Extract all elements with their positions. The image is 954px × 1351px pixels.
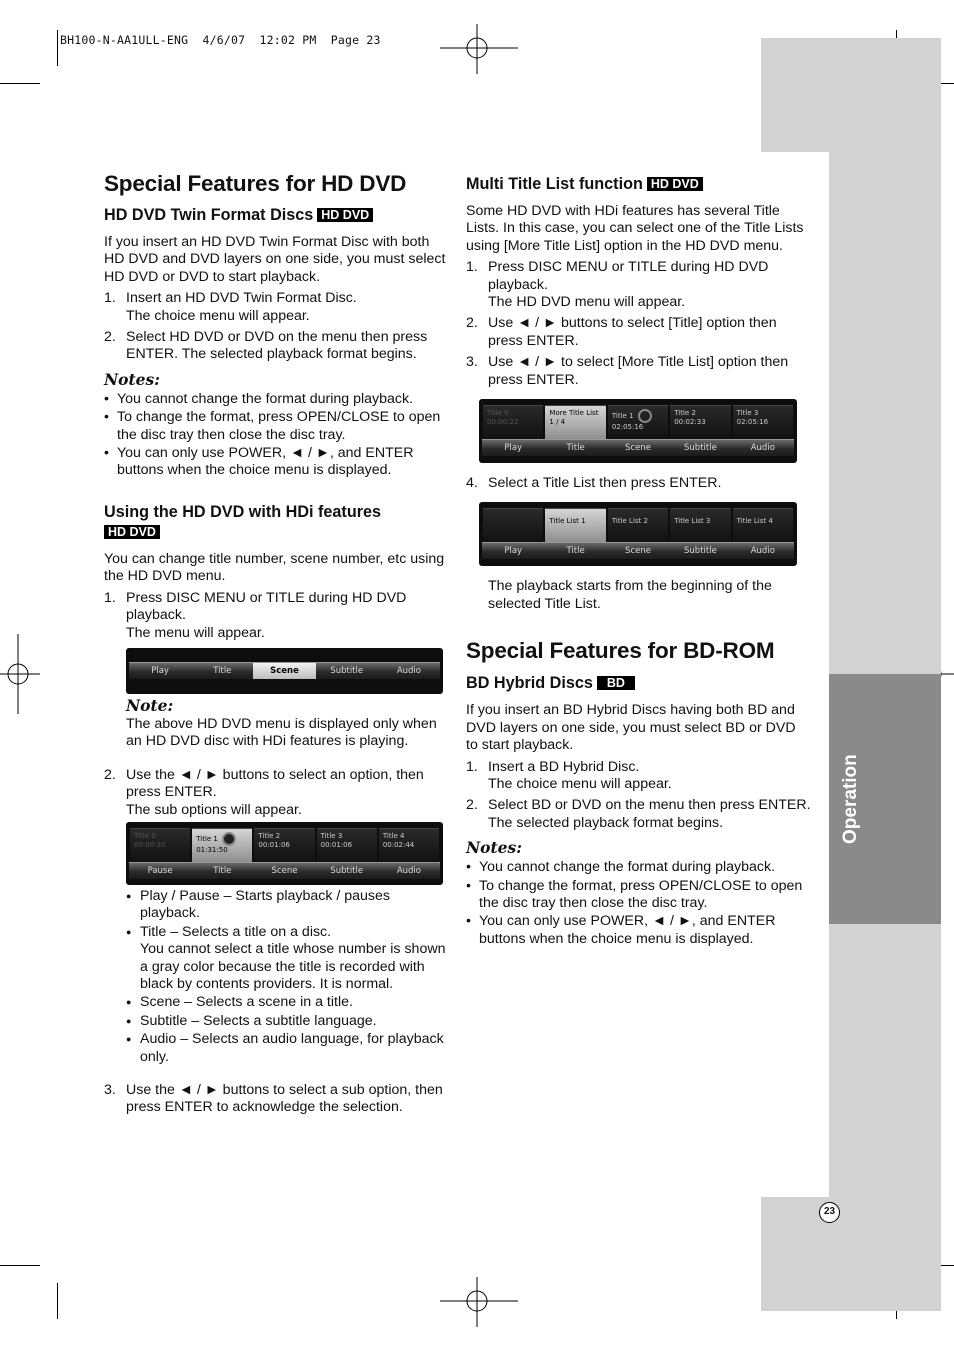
page-number: 23 [819, 1202, 840, 1223]
note-item: • You can only use POWER, ◄ / ►, and ENTER buttons when the choice menu is displayed. [104, 445, 449, 480]
step-item: 3. Use the ◄ / ► buttons to select a sub option, then press ENTER to acknowledge the selection. [104, 1082, 443, 1116]
step-list [104, 767, 449, 819]
menu-item-scene: Scene [271, 865, 298, 876]
step-list [104, 590, 449, 642]
menu-item-audio: Audio [396, 665, 421, 676]
menu-item-title: Title [566, 443, 585, 454]
section-title-bdrom: Special Features for BD-ROM [466, 638, 775, 664]
note-item: • To change the format, press OPEN/CLOSE to open the disc tray then close the disc tray. [466, 878, 811, 913]
step-item: 1. Insert an HD DVD Twin Format Disc. The choice menu will appear. [104, 290, 357, 324]
note-heading: Note: [126, 695, 174, 715]
menu-item-audio: Audio [750, 546, 775, 557]
title-tile: Title 0 00:00:22 [483, 405, 543, 439]
note-item: • You can only use POWER, ◄ / ►, and ENTER buttons when the choice menu is displayed. [466, 913, 811, 948]
side-panel-top [761, 38, 941, 152]
paragraph: If you insert an BD Hybrid Discs having both BD and DVD layers on one side, you must select BD or DVD to start playback. [466, 702, 796, 754]
note-item: • You cannot change the format during playback. [104, 391, 449, 408]
paragraph: Some HD DVD with HDi features has several Title Lists. In this case, you can select one of the Title Lists using [More Title List] option in the HD DVD menu. [466, 203, 804, 254]
menu-item-subtitle: Subtitle [330, 665, 364, 676]
step-item: 2. Select HD DVD or DVD on the menu then press ENTER. The selected playback format begins. [104, 329, 428, 363]
menu-item-title: Title [566, 546, 585, 557]
notes-list [466, 859, 811, 948]
title-tiles [130, 828, 439, 862]
crop-mark [0, 83, 40, 84]
step-item: 2. Use the ◄ / ► buttons to select an option, then press ENTER. The sub options will appear. [104, 766, 424, 818]
registration-mark [0, 634, 40, 714]
menu-item-title: Title [213, 665, 232, 676]
heading-hdi: Using the HD DVD with HDi features [104, 502, 382, 521]
note-item: • To change the format, press OPEN/CLOSE to open the disc tray then close the disc tray. [104, 409, 449, 444]
menu-item-subtitle: Subtitle [330, 865, 364, 876]
side-panel-bottom [761, 1197, 941, 1311]
hd-dvd-badge: HD DVD [647, 177, 703, 191]
step-item: 2. Select BD or DVD on the menu then press ENTER. The selected playback format begins. [466, 797, 811, 831]
menu-item-play: Play [151, 665, 169, 676]
title-tile: Title 3 00:01:06 [317, 828, 377, 862]
menu-item-scene: Scene [625, 546, 651, 557]
left-column [104, 170, 449, 1117]
option-item: ● Subtitle – Selects a subtitle language. [126, 1013, 449, 1030]
title-list-tile: Title List 2 [608, 508, 668, 542]
step-list [466, 259, 811, 389]
menu-item-subtitle: Subtitle [684, 443, 717, 454]
hd-dvd-badge: HD DVD [317, 208, 373, 222]
heading-twin-format: HD DVD Twin Format Discs HD DVD [104, 205, 449, 225]
hd-dvd-submenu-screenshot [126, 822, 443, 885]
menu-bar [482, 439, 794, 456]
hd-dvd-badge: HD DVD [104, 525, 160, 539]
notes-heading: Notes: [104, 369, 160, 389]
note-text: The above HD DVD menu is displayed only when an HD DVD disc with HDi features is playing. [126, 715, 437, 750]
title-tile: Title 2 00:02:33 [670, 405, 730, 439]
menu-item-title: Title [213, 865, 232, 876]
crop-mark [0, 1265, 40, 1266]
paragraph: You can change title number, scene number, etc using the HD DVD menu. [104, 550, 445, 585]
menu-item-play: Play [504, 443, 523, 454]
crop-mark [57, 1283, 58, 1319]
title-list-menu-screenshot [479, 502, 797, 566]
option-item: ● Scene – Selects a scene in a title. [126, 994, 449, 1011]
step-item: 2. Use ◄ / ► buttons to select [Title] option then press ENTER. [466, 315, 777, 349]
title-tile-selected: Title 1 01:31:50 [192, 828, 252, 862]
title-tile: Title 2 00:01:06 [254, 828, 314, 862]
title-list-tile: Title List 3 [670, 508, 730, 542]
heading-bd-hybrid: BD Hybrid Discs BD [466, 673, 811, 693]
step-item: 1. Press DISC MENU or TITLE during HD DVD playback. The menu will appear. [104, 589, 407, 641]
step-list [466, 759, 811, 833]
option-item: ● Title – Selects a title on a disc. You cannot select a title whose number is shown a gray color because the title is recorded with black by contents providers. It is normal. [126, 924, 449, 994]
menu-bar [129, 662, 440, 679]
film-reel-icon [638, 409, 652, 423]
menu-bar [129, 862, 440, 879]
step-item: 3. Use ◄ / ► to select [More Title List] option then press ENTER. [466, 354, 789, 388]
step-list [466, 475, 811, 492]
right-column [466, 170, 811, 948]
menu-item-scene: Scene [253, 663, 315, 679]
step-item: 1. Press DISC MENU or TITLE during HD DVD playback. The HD DVD menu will appear. [466, 259, 769, 311]
note-item: • You cannot change the format during playback. [466, 859, 811, 876]
registration-mark [440, 24, 518, 74]
step-item: 1. Insert a BD Hybrid Disc. The choice menu will appear. [466, 758, 672, 792]
option-item: ● Play / Pause – Starts playback / pauses playback. [126, 888, 449, 923]
title-list-tiles [483, 508, 793, 542]
heading-multi-title-list: Multi Title List function HD DVD [466, 174, 811, 194]
film-reel-icon [222, 832, 236, 846]
paragraph: The playback starts from the beginning of the selected Title List. [488, 578, 772, 612]
step-list [104, 290, 449, 364]
menu-item-scene: Scene [625, 443, 651, 454]
title-tile: Title 4 00:02:44 [379, 828, 439, 862]
menu-item-pause: Pause [147, 865, 173, 876]
notes-heading: Notes: [466, 838, 522, 858]
print-slug: BH100-N-AA1ULL-ENG 4/6/07 12:02 PM Page 23 [60, 33, 381, 47]
title-tiles [483, 405, 793, 439]
more-title-list-menu-screenshot [479, 399, 797, 463]
step-item: 4. Select a Title List then press ENTER. [466, 475, 722, 492]
title-list-tile: Title List 4 [733, 508, 793, 542]
bd-badge: BD [597, 676, 635, 690]
registration-mark [440, 1277, 518, 1327]
menu-item-subtitle: Subtitle [684, 546, 717, 557]
option-item: ● Audio – Selects an audio language, for playback only. [126, 1031, 449, 1066]
option-list [104, 888, 449, 1066]
title-list-tile [483, 508, 543, 542]
section-title-hddvd: Special Features for HD DVD [104, 171, 407, 196]
menu-item-audio: Audio [396, 865, 421, 876]
menu-item-play: Play [504, 546, 523, 557]
menu-item-audio: Audio [750, 443, 775, 454]
title-tile: Title 0 00:00:30 [130, 828, 190, 862]
title-tile: Title 3 02:05:16 [733, 405, 793, 439]
notes-list [104, 391, 449, 480]
crop-mark [57, 30, 58, 66]
more-title-list-tile: More Title List 1 / 4 [545, 405, 605, 439]
paragraph: If you insert an HD DVD Twin Format Disc with both HD DVD and DVD layers on one side, you must select HD DVD or DVD to start playback. [104, 234, 446, 285]
title-list-tile-selected: Title List 1 [545, 508, 605, 542]
step-list [104, 1082, 449, 1117]
menu-bar [482, 542, 794, 559]
title-tile: Title 1 02:05:16 [608, 405, 668, 439]
hd-dvd-menu-screenshot [126, 648, 443, 694]
